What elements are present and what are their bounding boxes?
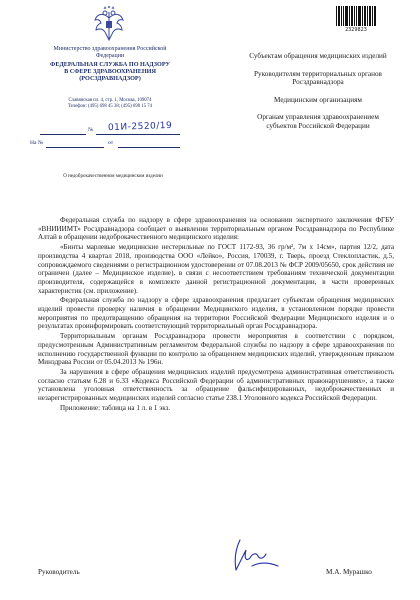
ministry-name: Министерство здравоохранения Российской Федерации	[53, 46, 167, 59]
state-emblem-icon	[92, 6, 126, 46]
recipient-item: Органам управления здравоохранением субъектов Российской Федерации	[257, 113, 379, 130]
barcode-number: 2329823	[345, 27, 367, 33]
body-paragraph: «Бинты марлевые медицинские нестерильные по ГОСТ 1172-93, 36 гр/м², 7м х 14см», партия 12/2, дата производства 4 квартал 2018, производства ООО «Лейко», Россия, 170039, г. Тверь, проезд Стеклопластик, д.5, сопровождаемого сведениями о регистрационном удостоверении от 07.08.2013 № ФСР 2009/05650, срок действия не ограничен (далее – Медицинское изделие), в связи с несоответствием требованиям технической документации производителя, содержащейся в комплекте данной регистрационной документации, в части проверенных характеристик (см. приложение).	[38, 243, 394, 295]
date-underline	[40, 134, 86, 135]
signatory-position: Руководитель	[38, 568, 80, 576]
agency-line-1: ФЕДЕРАЛЬНАЯ СЛУЖБА ПО НАДЗОРУ	[50, 61, 170, 68]
letter-body	[38, 216, 394, 413]
letter-subject: О недоброкачественном медицинском изделии	[63, 174, 163, 179]
body-paragraph: Федеральная служба по надзору в сфере здравоохранения предлагает субъектам обращения медицинских изделий провести проверку наличия в обращении Медицинского изделия, в установленном порядке провести мероприятия по предотвращению обращения на территории Российской Федерации Медицинского изделия и о результатах проинформировать соответствующий территориальный орган Росздравнадзора.	[38, 296, 394, 331]
reference-date-underline	[118, 147, 180, 148]
address-line-1: Славянская пл. 4, стр. 1, Москва, 109074	[68, 98, 152, 103]
address-line-2: Телефон: (495) 698 45 38; (495) 698 15 74	[67, 104, 153, 109]
agency-address	[40, 98, 180, 110]
number-sign: №	[88, 127, 94, 133]
reference-date-label: от	[108, 140, 114, 146]
outgoing-number: 01И-2520/19	[107, 120, 173, 134]
agency-line-3: (РОСЗДРАВНАДЗОР)	[79, 75, 141, 83]
recipient-item: Руководителям территориальных органов Росздравнадзора	[254, 69, 382, 87]
handwritten-signature-icon	[222, 532, 284, 580]
body-paragraph: Федеральная служба по надзору в сфере здравоохранения на основании экспертного заключения ФГБУ «ВНИИИМТ» Росздравнадзора сообщает о выявлении территориальным органом Росздравнадзора по Республике Алтай в обращении недоброкачественного медицинского изделия:	[38, 216, 394, 242]
signatory-name: М.А. Мурашко	[326, 568, 372, 576]
number-underline	[96, 134, 180, 135]
body-paragraph: За нарушения в сфере обращения медицинских изделий предусмотрена административная ответственность согласно статьям 6.28 и 6.33 «Кодекса Российской Федерации об административных правонарушениях», а также установлена уголовная ответственность за обращение фальсифицированных, недоброкачественных и незарегистрированных медицинских изделий согласно статье 238.1 Уголовного кодекса Российской Федерации.	[38, 367, 394, 403]
reference-number-label: На №	[30, 140, 44, 146]
recipient-item: Субъектам обращения медицинских изделий	[249, 52, 387, 60]
agency-name	[36, 61, 184, 83]
body-paragraph: Территориальным органам Росздравнадзора провести мероприятия в соответствии с порядком, предусмотренным Административным регламентом Федеральной службы по надзору в сфере здравоохранения по исполнению государственной функции по контролю за обращением медицинских изделий, утвержденным приказом Минздрава России от 05.04.2013 № 196н.	[38, 332, 394, 367]
agency-line-2: В СФЕРЕ ЗДРАВООХРАНЕНИЯ	[64, 68, 156, 76]
recipients-block	[248, 52, 388, 140]
recipient-item: Медицинским организациям	[274, 95, 362, 104]
attachment-note: Приложение: таблица на 1 л. в 1 экз.	[60, 403, 171, 412]
reference-number-underline	[46, 147, 104, 148]
barcode-icon	[336, 6, 376, 26]
